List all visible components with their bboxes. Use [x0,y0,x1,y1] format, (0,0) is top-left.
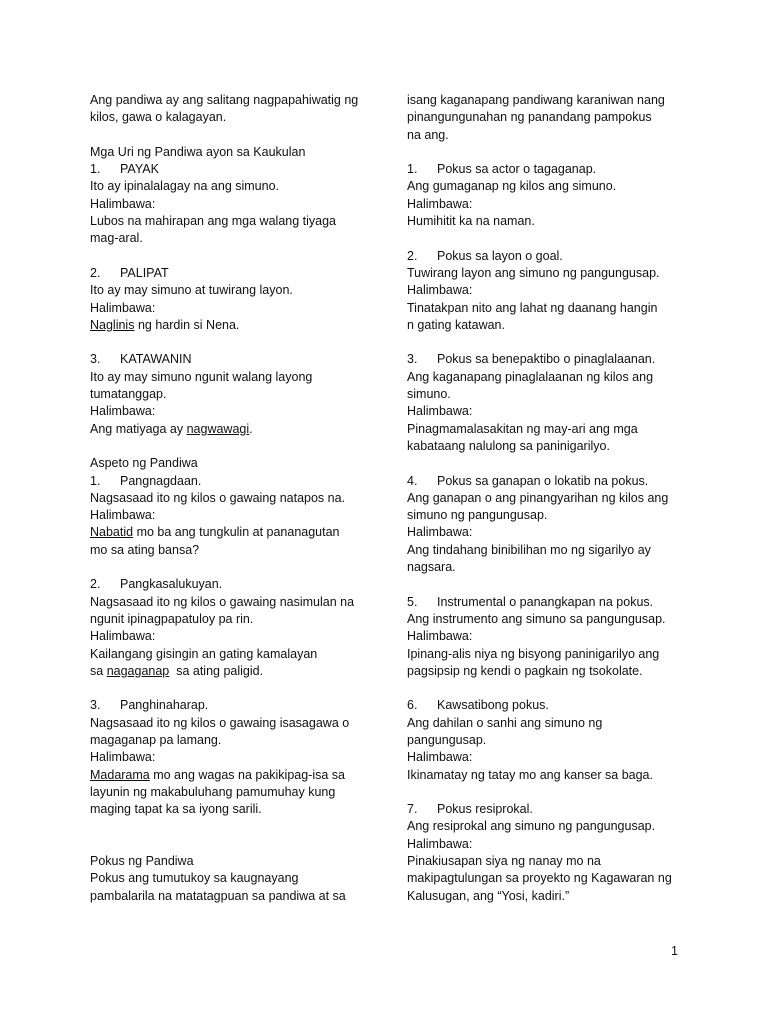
example-line: Ipinang-alis niya ng bisyong paninigarilyo ang [407,646,660,661]
right-column [407,92,697,905]
halimbawa-label: Halimbawa: [90,508,156,523]
halimbawa-label: Halimbawa: [407,750,473,765]
example-line: Humihitit ka na naman. [407,214,535,229]
halimbawa-label: Halimbawa: [407,283,473,298]
continuation-line: na ang. [407,127,449,142]
example-line: pagsipsip ng kendi o pagkain ng tsokolate. [407,663,643,678]
section-heading-uri: Mga Uri ng Pandiwa ayon sa Kaukulan [90,144,306,159]
pokus-item-desc: Ang ganapan o ang pinangyarihan ng kilos ang [407,490,669,505]
pokus-item-desc: simuno. [407,387,451,402]
example-line: kabataang nalulong sa paninigarilyo. [407,438,610,453]
intro-line: Ang pandiwa ay ang salitang nagpapahiwatig ng [90,93,359,107]
pokus-item-heading: 3. Pokus sa benepaktibo o pinaglalaanan. [407,352,656,367]
item-heading: 1. Pangnagdaan. [90,473,202,488]
pokus-item-heading: 4. Pokus sa ganapan o lokatib na pokus. [407,473,649,488]
halimbawa-label: Halimbawa: [90,300,156,315]
halimbawa-label: Halimbawa: [90,404,156,419]
item-desc: ngunit ipinagpapatuloy pa rin. [90,611,254,626]
item-desc: Nagsasaad ito ng kilos o gawaing natapos na. [90,490,346,505]
example-line: Tinatakpan nito ang lahat ng daanang hangin [407,300,658,315]
pokus-item-desc: pangungusap. [407,732,487,747]
pokus-desc-line: pambalarila na matatagpuan sa pandiwa at sa [90,888,346,903]
halimbawa-label: Halimbawa: [407,404,473,419]
pokus-item-heading: 1. Pokus sa actor o tagaganap. [407,162,597,177]
halimbawa-label: Halimbawa: [407,836,473,851]
halimbawa-label: Halimbawa: [407,629,473,644]
halimbawa-label: Halimbawa: [407,196,473,211]
example-line: mag-aral. [90,231,143,246]
example-line: Pinagmamalasakitan ng may-ari ang mga [407,421,638,436]
pokus-item-desc: Ang resiprokal ang simuno ng pangungusap. [407,819,656,834]
section-heading-aspeto: Aspeto ng Pandiwa [90,456,198,471]
pokus-desc-line: Pokus ang tumutukoy sa kaugnayang [90,871,299,886]
item-desc: tumatanggap. [90,387,167,402]
item-heading: 3. Panghinaharap. [90,698,209,713]
example-line: Naglinis ng hardin si Nena. [90,317,240,332]
pokus-list [407,144,697,905]
section-heading-pokus: Pokus ng Pandiwa [90,854,194,869]
example-line: Kalusugan, ang “Yosi, kadiri.” [407,888,570,903]
example-line: Nabatid mo ba ang tungkulin at pananagutan [90,525,340,540]
pokus-item-desc: Ang kaganapang pinaglalaanan ng kilos ang [407,369,654,384]
pokus-item-desc: Tuwirang layon ang simuno ng pangungusap. [407,265,660,280]
item-heading: 2. PALIPAT [90,265,169,280]
item-desc: Ito ay may simuno ngunit walang layong [90,369,313,384]
halimbawa-label: Halimbawa: [90,196,156,211]
example-line: Kailangang gisingin an gating kamalayan [90,646,318,661]
example-line: maging tapat ka sa iyong sarili. [90,802,262,817]
pokus-item-heading: 5. Instrumental o panangkapan na pokus. [407,594,654,609]
item-desc: Nagsasaad ito ng kilos o gawaing isasagawa o [90,715,350,730]
example-line: n gating katawan. [407,317,505,332]
halimbawa-label: Halimbawa: [407,525,473,540]
item-desc: Ito ay may simuno at tuwirang layon. [90,283,293,298]
example-line: layunin ng makabuluhang pamumuhay kung [90,784,336,799]
item-desc: magaganap pa lamang. [90,732,222,747]
pokus-item-desc: Ang gumaganap ng kilos ang simuno. [407,179,617,194]
item-heading: 2. Pangkasalukuyan. [90,577,223,592]
item-desc: Nagsasaad ito ng kilos o gawaing nasimulan na [90,594,355,609]
intro-line: kilos, gawa o kalagayan. [90,110,227,125]
example-line: Pinakiusapan siya ng nanay mo na [407,854,601,869]
pokus-item-heading: 2. Pokus sa layon o goal. [407,248,563,263]
example-line: Ang matiyaga ay nagwawagi. [90,421,253,436]
item-desc: Ito ay ipinalalagay na ang simuno. [90,179,280,194]
example-line: sa nagaganap sa ating paligid. [90,663,264,678]
continuation-line: isang kaganapang pandiwang karaniwan nang [407,93,665,107]
pokus-item-desc: simuno ng pangungusap. [407,508,548,523]
left-column [90,92,380,905]
page-number: 1 [671,944,678,958]
item-heading: 3. KATAWANIN [90,352,192,367]
item-heading: 1. PAYAK [90,162,159,177]
pokus-item-heading: 7. Pokus resiprokal. [407,802,533,817]
halimbawa-label: Halimbawa: [90,629,156,644]
example-line: Ikinamatay ng tatay mo ang kanser sa baga. [407,767,653,782]
pokus-item-heading: 6. Kawsatibong pokus. [407,698,549,713]
example-line: Madarama mo ang wagas na pakikipag-isa sa [90,767,346,782]
halimbawa-label: Halimbawa: [90,750,156,765]
example-line: Lubos na mahirapan ang mga walang tiyaga [90,214,337,229]
continuation-line: pinangungunahan ng panandang pampokus [407,110,652,125]
example-line: makipagtulungan sa proyekto ng Kagawaran ng [407,871,672,886]
example-line: Ang tindahang binibilihan mo ng sigarilyo ay [407,542,651,557]
example-line: mo sa ating bansa? [90,542,200,557]
pokus-item-desc: Ang dahilan o sanhi ang simuno ng [407,715,603,730]
example-line: nagsara. [407,560,456,575]
pokus-item-desc: Ang instrumento ang simuno sa pangungusap. [407,611,666,626]
